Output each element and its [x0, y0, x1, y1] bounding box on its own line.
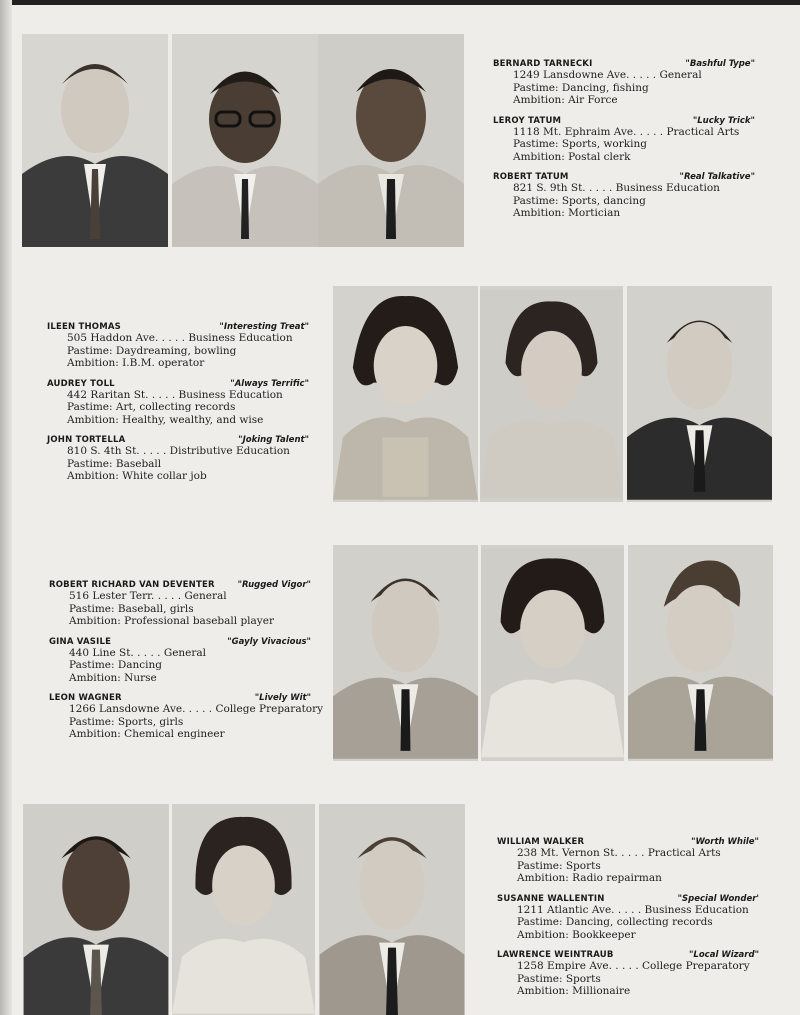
student-bio-block — [49, 580, 324, 750]
student-ambition: Ambition: Millionaire — [517, 985, 631, 997]
portrait-photo — [172, 34, 318, 247]
student-entry — [497, 894, 759, 942]
student-address: 1211 Atlantic Ave. . . . . Business Education — [517, 903, 749, 916]
student-bio-block — [493, 59, 755, 229]
student-pastime: Pastime: Dancing, fishing — [513, 81, 649, 94]
student-nickname: "Joking Talent" — [238, 435, 309, 445]
student-address: 440 Line St. . . . . General — [69, 646, 207, 659]
student-ambition: Ambition: Radio repairman — [517, 872, 662, 884]
student-pastime: Pastime: Sports, working — [513, 138, 647, 150]
portrait-photo — [319, 804, 465, 1015]
student-entry — [49, 637, 311, 685]
student-ambition: Ambition: White collar job — [67, 470, 207, 482]
student-pastime: Pastime: Baseball — [67, 457, 162, 470]
page-binding-edge — [0, 0, 12, 1015]
student-ambition: Ambition: Healthy, wealthy, and wise — [67, 413, 264, 426]
student-name: JOHN TORTELLA — [47, 435, 126, 445]
student-ambition: Ambition: Mortician — [513, 207, 621, 219]
student-entry — [493, 172, 755, 220]
portrait-photo — [628, 545, 773, 761]
student-pastime: Pastime: Sports, dancing — [513, 194, 646, 207]
student-entry — [47, 322, 309, 370]
student-bio-block — [497, 837, 759, 1007]
student-nickname: "Lively Wit" — [254, 693, 311, 703]
student-address: 1266 Lansdowne Ave. . . . . College Preparatory — [69, 703, 324, 715]
student-name: ROBERT TATUM — [493, 172, 569, 182]
student-ambition: Ambition: I.B.M. operator — [67, 357, 205, 369]
student-nickname: "Gayly Vivacious" — [227, 636, 311, 647]
student-entry — [497, 837, 759, 885]
student-address: 1249 Lansdowne Ave. . . . . General — [513, 69, 702, 81]
student-ambition: Ambition: Postal clerk — [513, 150, 631, 163]
student-name: ROBERT RICHARD VAN DEVENTER — [49, 580, 215, 590]
portrait-photo — [22, 34, 168, 247]
student-pastime: Pastime: Sports — [517, 972, 601, 985]
student-pastime: Pastime: Sports, girls — [69, 715, 184, 728]
student-entry — [493, 116, 755, 164]
student-name: SUSANNE WALLENTIN — [497, 893, 605, 904]
portrait-photo — [333, 286, 478, 502]
portrait-photo — [480, 286, 623, 502]
student-name: AUDREY TOLL — [47, 378, 115, 389]
student-address: 1258 Empire Ave. . . . . College Preparatory — [517, 960, 750, 972]
student-address: 442 Raritan St. . . . . Business Education — [67, 388, 283, 401]
student-ambition: Ambition: Professional baseball player — [69, 615, 274, 627]
student-entry — [47, 379, 309, 427]
student-nickname: "Interesting Treat" — [219, 322, 309, 332]
student-entry — [497, 950, 759, 998]
portrait-photo — [627, 286, 772, 502]
student-address: 516 Lester Terr. . . . . General — [69, 590, 227, 602]
student-name: LEON WAGNER — [49, 693, 122, 703]
student-address: 1118 Mt. Ephraim Ave. . . . . Practical Arts — [513, 125, 740, 138]
student-ambition: Ambition: Chemical engineer — [69, 728, 225, 740]
page-top-edge — [0, 0, 800, 5]
student-ambition: Ambition: Nurse — [69, 671, 157, 684]
student-nickname: "Bashful Type" — [685, 59, 755, 69]
student-entry — [493, 59, 755, 107]
student-name: BERNARD TARNECKI — [493, 59, 593, 69]
student-pastime: Pastime: Dancing — [69, 659, 163, 671]
student-nickname: "Local Wizard" — [688, 950, 759, 960]
portrait-photo — [318, 34, 464, 247]
portrait-photo — [333, 545, 478, 761]
student-pastime: Pastime: Daydreaming, bowling — [67, 344, 237, 357]
portrait-photo — [481, 545, 624, 761]
portrait-photo — [172, 804, 315, 1015]
student-address: 810 S. 4th St. . . . . Distributive Education — [67, 445, 290, 457]
student-pastime: Pastime: Baseball, girls — [69, 602, 194, 615]
student-name: LEROY TATUM — [493, 115, 562, 126]
student-nickname: "Lucky Trick" — [692, 115, 755, 126]
student-name: ILEEN THOMAS — [47, 322, 121, 332]
student-pastime: Pastime: Sports — [517, 859, 601, 872]
student-entry — [47, 435, 309, 483]
student-entry — [49, 580, 311, 628]
student-nickname: "Always Terrific" — [230, 378, 309, 389]
student-bio-block — [47, 322, 309, 492]
student-pastime: Pastime: Art, collecting records — [67, 401, 236, 413]
student-entry — [49, 693, 324, 741]
student-nickname: "Rugged Vigor" — [237, 580, 311, 590]
student-address: 505 Haddon Ave. . . . . Business Education — [67, 332, 293, 344]
student-name: LAWRENCE WEINTRAUB — [497, 950, 614, 960]
student-nickname: "Special Wonder' — [677, 893, 759, 904]
student-address: 821 S. 9th St. . . . . Business Education — [513, 182, 720, 194]
student-pastime: Pastime: Dancing, collecting records — [517, 916, 713, 928]
student-nickname: "Real Talkative" — [679, 172, 755, 182]
portrait-photo — [23, 804, 169, 1015]
student-nickname: "Worth While" — [691, 837, 759, 847]
student-address: 238 Mt. Vernon St. . . . . Practical Arts — [517, 847, 721, 859]
student-name: WILLIAM WALKER — [497, 837, 585, 847]
student-ambition: Ambition: Air Force — [513, 94, 618, 106]
student-ambition: Ambition: Bookkeeper — [517, 928, 636, 941]
student-name: GINA VASILE — [49, 636, 112, 647]
